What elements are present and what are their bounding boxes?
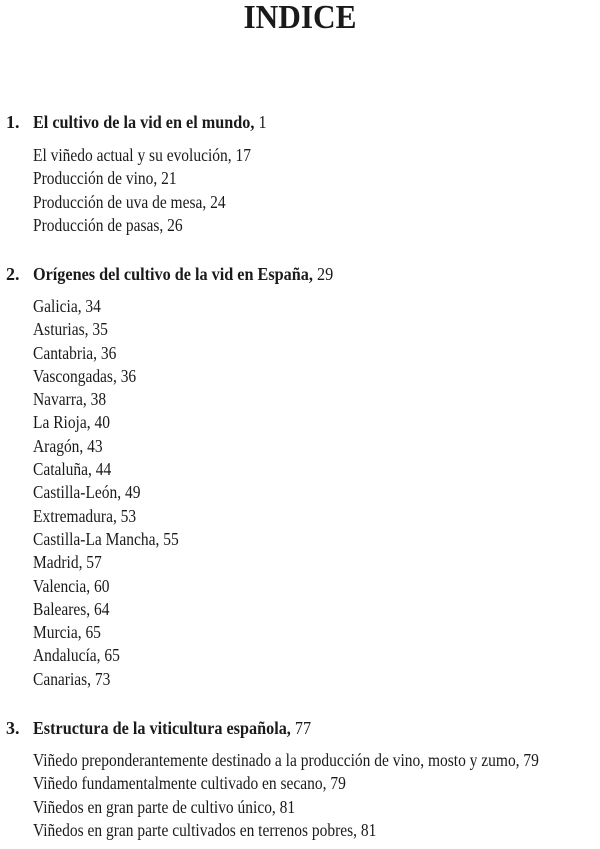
index-entry: Murcia, 65 — [33, 622, 101, 643]
index-entry: Viñedos en gran parte de cultivo único, 81 — [33, 796, 296, 817]
chapter-2 — [0, 262, 600, 689]
index-entry: Producción de vino, 21 — [33, 168, 177, 189]
chapter-page-number: 1 — [258, 112, 267, 132]
chapter-heading-text — [33, 716, 311, 740]
entry-list — [33, 144, 286, 237]
chapter-heading-text — [33, 262, 333, 286]
index-entry: Madrid, 57 — [33, 552, 102, 573]
index-entry: Castilla-La Mancha, 55 — [33, 528, 179, 549]
entry-list — [33, 749, 600, 842]
chapter-number: 1. — [6, 112, 20, 132]
chapter-title: Orígenes del cultivo de la vid en España, — [33, 264, 313, 284]
index-entry: Producción de uva de mesa, 24 — [33, 191, 226, 212]
index-entry: Canarias, 73 — [33, 668, 111, 689]
chapter-heading — [0, 262, 600, 286]
index-entry: Extremadura, 53 — [33, 505, 137, 526]
index-entry: Viñedo fundamentalmente cultivado en secano, 79 — [33, 773, 346, 794]
index-entry: Galicia, 34 — [33, 296, 101, 316]
page-title: INDICE — [243, 0, 357, 36]
index-entry: Asturias, 35 — [33, 319, 108, 340]
chapter-heading — [0, 110, 600, 134]
chapter-heading-text — [33, 110, 267, 134]
chapter-1 — [0, 110, 600, 235]
entry-list — [33, 295, 202, 691]
chapter-page-number: 29 — [316, 264, 334, 284]
index-entry: Andalucía, 65 — [33, 645, 120, 666]
index-entry: Cantabria, 36 — [33, 342, 117, 363]
index-entry: Castilla-León, 49 — [33, 482, 141, 503]
index-entry: Vascongadas, 36 — [33, 365, 137, 386]
index-entry: Producción de pasas, 26 — [33, 214, 183, 235]
index-entry: Cataluña, 44 — [33, 459, 112, 480]
index-entry: Viñedos en gran parte cultivados en terrenos pobres, 81 — [33, 819, 377, 840]
index-entry: Aragón, 43 — [33, 435, 103, 456]
index-entry: La Rioja, 40 — [33, 412, 110, 433]
chapter-number: 2. — [6, 264, 20, 284]
chapter-number: 3. — [6, 718, 20, 738]
chapter-title: El cultivo de la vid en el mundo, — [33, 112, 255, 132]
chapter-page-number: 77 — [294, 718, 312, 738]
index-entry: Valencia, 60 — [33, 575, 110, 596]
index-entry: El viñedo actual y su evolución, 17 — [33, 145, 251, 165]
chapter-heading — [0, 716, 600, 740]
index-entry: Baleares, 64 — [33, 598, 110, 619]
chapter-3 — [0, 716, 600, 840]
index-entry: Viñedo preponderantemente destinado a la producción de vino, mosto y zumo, 79 — [33, 750, 539, 770]
index-entry: Navarra, 38 — [33, 389, 107, 410]
chapter-title: Estructura de la viticultura española, — [33, 718, 291, 738]
